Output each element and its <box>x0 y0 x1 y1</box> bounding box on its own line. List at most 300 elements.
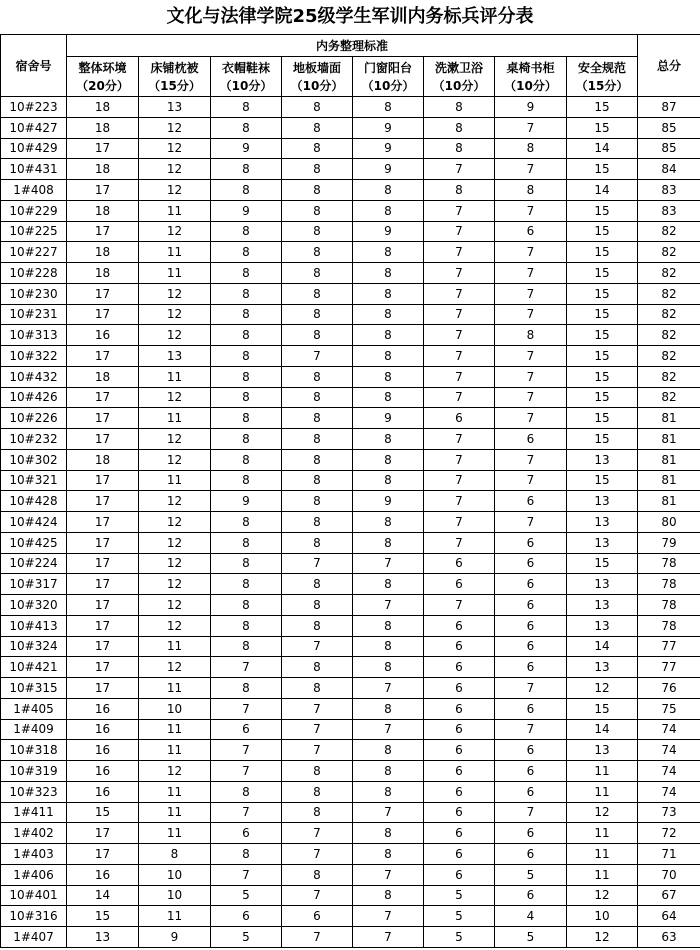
window-score-cell: 8 <box>353 283 424 304</box>
window-score-cell: 8 <box>353 346 424 367</box>
floor-score-cell: 8 <box>282 221 353 242</box>
env-score-cell: 17 <box>67 304 139 325</box>
bed-score-cell: 10 <box>139 698 211 719</box>
safety-score-cell: 11 <box>567 864 638 885</box>
table-row <box>1 180 700 201</box>
criteria-name: 桌椅书柜 <box>506 60 555 75</box>
total-score-cell: 63 <box>638 927 700 948</box>
floor-score-cell: 8 <box>282 512 353 533</box>
bath-score-cell: 5 <box>424 927 495 948</box>
safety-score-cell: 13 <box>567 657 638 678</box>
safety-score-cell: 15 <box>567 429 638 450</box>
env-score-cell: 17 <box>67 470 139 491</box>
total-score-cell: 82 <box>638 242 700 263</box>
total-score-cell: 82 <box>638 366 700 387</box>
table-row <box>1 678 700 699</box>
floor-score-cell: 8 <box>282 781 353 802</box>
criteria-header-2 <box>139 57 211 97</box>
total-score-cell: 82 <box>638 221 700 242</box>
clothing-score-cell: 8 <box>211 636 282 657</box>
dorm-cell: 10#231 <box>1 304 67 325</box>
desk-score-cell: 6 <box>495 636 567 657</box>
total-score-cell: 71 <box>638 844 700 865</box>
floor-score-cell: 7 <box>282 927 353 948</box>
desk-score-cell: 6 <box>495 491 567 512</box>
clothing-score-cell: 8 <box>211 595 282 616</box>
safety-score-cell: 15 <box>567 553 638 574</box>
table-row <box>1 698 700 719</box>
total-score-cell: 81 <box>638 429 700 450</box>
floor-score-cell: 8 <box>282 263 353 284</box>
desk-score-cell: 7 <box>495 512 567 533</box>
total-score-cell: 74 <box>638 781 700 802</box>
env-score-cell: 16 <box>67 740 139 761</box>
window-score-cell: 8 <box>353 242 424 263</box>
criteria-header-4 <box>282 57 353 97</box>
window-score-cell: 7 <box>353 595 424 616</box>
window-score-cell: 8 <box>353 844 424 865</box>
table-row <box>1 138 700 159</box>
env-score-cell: 18 <box>67 263 139 284</box>
bed-score-cell: 12 <box>139 512 211 533</box>
dorm-cell: 10#316 <box>1 906 67 927</box>
window-score-cell: 9 <box>353 159 424 180</box>
env-score-cell: 17 <box>67 429 139 450</box>
table-row <box>1 844 700 865</box>
bath-score-cell: 6 <box>424 761 495 782</box>
desk-score-cell: 6 <box>495 823 567 844</box>
dorm-cell: 10#429 <box>1 138 67 159</box>
clothing-score-cell: 8 <box>211 180 282 201</box>
safety-score-cell: 13 <box>567 740 638 761</box>
env-score-cell: 17 <box>67 615 139 636</box>
window-score-cell: 8 <box>353 180 424 201</box>
table-row <box>1 574 700 595</box>
bath-score-cell: 7 <box>424 159 495 180</box>
clothing-score-cell: 7 <box>211 802 282 823</box>
env-score-cell: 17 <box>67 346 139 367</box>
bed-score-cell: 13 <box>139 346 211 367</box>
bed-score-cell: 11 <box>139 781 211 802</box>
bed-score-cell: 11 <box>139 719 211 740</box>
desk-score-cell: 7 <box>495 117 567 138</box>
clothing-score-cell: 8 <box>211 781 282 802</box>
desk-score-cell: 7 <box>495 263 567 284</box>
desk-score-cell: 7 <box>495 283 567 304</box>
dorm-cell: 10#317 <box>1 574 67 595</box>
criteria-max-score: （10分） <box>219 78 273 93</box>
safety-score-cell: 11 <box>567 823 638 844</box>
window-score-cell: 8 <box>353 304 424 325</box>
criteria-name: 门窗阳台 <box>363 60 412 75</box>
floor-score-cell: 8 <box>282 304 353 325</box>
bath-score-cell: 6 <box>424 844 495 865</box>
safety-score-cell: 14 <box>567 180 638 201</box>
dorm-cell: 10#322 <box>1 346 67 367</box>
bed-score-cell: 10 <box>139 885 211 906</box>
safety-score-cell: 15 <box>567 325 638 346</box>
floor-score-cell: 8 <box>282 325 353 346</box>
desk-score-cell: 7 <box>495 470 567 491</box>
window-score-cell: 8 <box>353 97 424 118</box>
floor-score-cell: 8 <box>282 470 353 491</box>
bed-score-cell: 12 <box>139 574 211 595</box>
floor-score-cell: 8 <box>282 491 353 512</box>
table-row <box>1 906 700 927</box>
floor-score-cell: 8 <box>282 283 353 304</box>
criteria-max-score: （15分） <box>148 78 201 93</box>
total-score-cell: 77 <box>638 657 700 678</box>
table-row <box>1 802 700 823</box>
env-score-cell: 18 <box>67 97 139 118</box>
clothing-score-cell: 8 <box>211 387 282 408</box>
clothing-score-cell: 8 <box>211 283 282 304</box>
criteria-max-score: （10分） <box>504 78 557 93</box>
criteria-header-3 <box>211 57 282 97</box>
dorm-cell: 10#229 <box>1 200 67 221</box>
table-row <box>1 346 700 367</box>
desk-score-cell: 6 <box>495 844 567 865</box>
table-row <box>1 325 700 346</box>
window-score-cell: 8 <box>353 263 424 284</box>
bath-score-cell: 6 <box>424 574 495 595</box>
table-row <box>1 429 700 450</box>
floor-score-cell: 6 <box>282 906 353 927</box>
table-row <box>1 263 700 284</box>
floor-score-cell: 8 <box>282 242 353 263</box>
env-score-cell: 17 <box>67 512 139 533</box>
table-row <box>1 615 700 636</box>
bed-score-cell: 12 <box>139 553 211 574</box>
env-score-cell: 16 <box>67 698 139 719</box>
clothing-score-cell: 6 <box>211 823 282 844</box>
clothing-score-cell: 8 <box>211 844 282 865</box>
bath-score-cell: 5 <box>424 906 495 927</box>
table-row <box>1 781 700 802</box>
desk-score-cell: 7 <box>495 242 567 263</box>
bath-score-cell: 7 <box>424 283 495 304</box>
bath-score-cell: 6 <box>424 657 495 678</box>
safety-score-cell: 13 <box>567 532 638 553</box>
dorm-cell: 10#228 <box>1 263 67 284</box>
criteria-max-score: （10分） <box>290 78 344 93</box>
clothing-score-cell: 8 <box>211 97 282 118</box>
dorm-cell: 10#319 <box>1 761 67 782</box>
dorm-cell: 10#232 <box>1 429 67 450</box>
clothing-score-cell: 8 <box>211 553 282 574</box>
desk-score-cell: 7 <box>495 346 567 367</box>
criteria-name: 地板墙面 <box>292 60 341 75</box>
total-score-cell: 72 <box>638 823 700 844</box>
dorm-cell: 10#223 <box>1 97 67 118</box>
env-score-cell: 17 <box>67 657 139 678</box>
total-score-cell: 70 <box>638 864 700 885</box>
env-score-cell: 16 <box>67 864 139 885</box>
score-table <box>0 34 700 948</box>
bed-score-cell: 12 <box>139 657 211 678</box>
total-score-cell: 73 <box>638 802 700 823</box>
window-score-cell: 7 <box>353 553 424 574</box>
safety-score-cell: 15 <box>567 263 638 284</box>
floor-score-cell: 8 <box>282 200 353 221</box>
dorm-cell: 10#315 <box>1 678 67 699</box>
floor-score-cell: 8 <box>282 180 353 201</box>
env-score-cell: 17 <box>67 823 139 844</box>
bed-score-cell: 11 <box>139 906 211 927</box>
bath-score-cell: 8 <box>424 138 495 159</box>
desk-score-cell: 7 <box>495 159 567 180</box>
total-score-cell: 81 <box>638 449 700 470</box>
clothing-score-cell: 9 <box>211 138 282 159</box>
env-score-cell: 13 <box>67 927 139 948</box>
desk-score-cell: 7 <box>495 802 567 823</box>
floor-score-cell: 8 <box>282 366 353 387</box>
clothing-score-cell: 8 <box>211 678 282 699</box>
safety-score-cell: 11 <box>567 781 638 802</box>
clothing-score-cell: 9 <box>211 200 282 221</box>
bed-score-cell: 11 <box>139 408 211 429</box>
safety-score-cell: 10 <box>567 906 638 927</box>
bath-score-cell: 8 <box>424 117 495 138</box>
safety-score-cell: 12 <box>567 678 638 699</box>
floor-score-cell: 8 <box>282 864 353 885</box>
table-body <box>1 97 700 948</box>
total-score-cell: 78 <box>638 595 700 616</box>
criteria-group-header: 内务整理标准 <box>67 35 638 57</box>
window-score-cell: 8 <box>353 698 424 719</box>
env-score-cell: 18 <box>67 200 139 221</box>
bed-score-cell: 11 <box>139 636 211 657</box>
desk-score-cell: 6 <box>495 740 567 761</box>
window-score-cell: 8 <box>353 366 424 387</box>
total-score-cell: 78 <box>638 553 700 574</box>
window-score-cell: 9 <box>353 221 424 242</box>
env-score-cell: 18 <box>67 242 139 263</box>
total-score-cell: 87 <box>638 97 700 118</box>
bath-score-cell: 7 <box>424 221 495 242</box>
bed-score-cell: 8 <box>139 844 211 865</box>
bed-score-cell: 11 <box>139 740 211 761</box>
floor-score-cell: 7 <box>282 553 353 574</box>
criteria-header-6 <box>424 57 495 97</box>
criteria-header-5 <box>353 57 424 97</box>
env-score-cell: 17 <box>67 574 139 595</box>
total-score-cell: 78 <box>638 615 700 636</box>
bed-score-cell: 12 <box>139 761 211 782</box>
window-score-cell: 7 <box>353 927 424 948</box>
bed-score-cell: 12 <box>139 449 211 470</box>
safety-score-cell: 14 <box>567 138 638 159</box>
safety-score-cell: 14 <box>567 636 638 657</box>
total-score-cell: 64 <box>638 906 700 927</box>
floor-score-cell: 8 <box>282 532 353 553</box>
table-row <box>1 595 700 616</box>
bath-score-cell: 7 <box>424 595 495 616</box>
window-score-cell: 8 <box>353 781 424 802</box>
total-column-header: 总分 <box>638 35 700 97</box>
dorm-cell: 10#427 <box>1 117 67 138</box>
floor-score-cell: 8 <box>282 657 353 678</box>
table-row <box>1 491 700 512</box>
bath-score-cell: 7 <box>424 449 495 470</box>
bed-score-cell: 12 <box>139 532 211 553</box>
criteria-name: 床铺枕被 <box>150 60 199 75</box>
env-score-cell: 17 <box>67 180 139 201</box>
window-score-cell: 8 <box>353 574 424 595</box>
window-score-cell: 8 <box>353 885 424 906</box>
bath-score-cell: 6 <box>424 823 495 844</box>
floor-score-cell: 7 <box>282 885 353 906</box>
env-score-cell: 17 <box>67 844 139 865</box>
dorm-cell: 10#421 <box>1 657 67 678</box>
table-row <box>1 117 700 138</box>
desk-score-cell: 8 <box>495 180 567 201</box>
desk-score-cell: 7 <box>495 719 567 740</box>
clothing-score-cell: 6 <box>211 719 282 740</box>
total-score-cell: 81 <box>638 408 700 429</box>
floor-score-cell: 7 <box>282 823 353 844</box>
bed-score-cell: 12 <box>139 159 211 180</box>
clothing-score-cell: 8 <box>211 242 282 263</box>
desk-score-cell: 7 <box>495 408 567 429</box>
criteria-max-score: （20分） <box>76 78 129 93</box>
bed-score-cell: 11 <box>139 802 211 823</box>
criteria-name: 洗漱卫浴 <box>434 60 483 75</box>
desk-score-cell: 5 <box>495 864 567 885</box>
window-score-cell: 9 <box>353 491 424 512</box>
env-score-cell: 16 <box>67 719 139 740</box>
window-score-cell: 8 <box>353 636 424 657</box>
total-score-cell: 82 <box>638 346 700 367</box>
total-score-cell: 74 <box>638 761 700 782</box>
bath-score-cell: 7 <box>424 304 495 325</box>
dorm-cell: 1#409 <box>1 719 67 740</box>
env-score-cell: 17 <box>67 387 139 408</box>
window-score-cell: 8 <box>353 615 424 636</box>
total-score-cell: 84 <box>638 159 700 180</box>
desk-score-cell: 6 <box>495 574 567 595</box>
bath-score-cell: 7 <box>424 366 495 387</box>
bath-score-cell: 5 <box>424 885 495 906</box>
floor-score-cell: 8 <box>282 408 353 429</box>
bed-score-cell: 12 <box>139 283 211 304</box>
env-score-cell: 14 <box>67 885 139 906</box>
clothing-score-cell: 8 <box>211 532 282 553</box>
table-row <box>1 366 700 387</box>
dorm-cell: 10#426 <box>1 387 67 408</box>
env-score-cell: 17 <box>67 491 139 512</box>
bath-score-cell: 7 <box>424 325 495 346</box>
clothing-score-cell: 7 <box>211 864 282 885</box>
desk-score-cell: 7 <box>495 200 567 221</box>
desk-score-cell: 6 <box>495 615 567 636</box>
clothing-score-cell: 5 <box>211 885 282 906</box>
table-row <box>1 532 700 553</box>
dorm-cell: 1#402 <box>1 823 67 844</box>
safety-score-cell: 12 <box>567 885 638 906</box>
clothing-score-cell: 8 <box>211 615 282 636</box>
desk-score-cell: 6 <box>495 761 567 782</box>
window-score-cell: 7 <box>353 719 424 740</box>
bath-score-cell: 8 <box>424 180 495 201</box>
clothing-score-cell: 7 <box>211 657 282 678</box>
clothing-score-cell: 5 <box>211 927 282 948</box>
window-score-cell: 8 <box>353 387 424 408</box>
safety-score-cell: 13 <box>567 491 638 512</box>
table-row <box>1 159 700 180</box>
floor-score-cell: 8 <box>282 574 353 595</box>
env-score-cell: 17 <box>67 532 139 553</box>
env-score-cell: 16 <box>67 325 139 346</box>
dorm-cell: 1#403 <box>1 844 67 865</box>
clothing-score-cell: 8 <box>211 221 282 242</box>
safety-score-cell: 15 <box>567 304 638 325</box>
bed-score-cell: 12 <box>139 304 211 325</box>
clothing-score-cell: 7 <box>211 698 282 719</box>
criteria-header-7 <box>495 57 567 97</box>
table-header <box>1 35 700 97</box>
desk-score-cell: 8 <box>495 325 567 346</box>
total-score-cell: 82 <box>638 325 700 346</box>
bath-score-cell: 6 <box>424 740 495 761</box>
total-score-cell: 79 <box>638 532 700 553</box>
bed-score-cell: 12 <box>139 138 211 159</box>
dorm-cell: 10#321 <box>1 470 67 491</box>
bed-score-cell: 9 <box>139 927 211 948</box>
bath-score-cell: 6 <box>424 553 495 574</box>
window-score-cell: 7 <box>353 802 424 823</box>
bath-score-cell: 6 <box>424 802 495 823</box>
bed-score-cell: 11 <box>139 200 211 221</box>
dorm-cell: 10#413 <box>1 615 67 636</box>
desk-score-cell: 7 <box>495 304 567 325</box>
floor-score-cell: 8 <box>282 159 353 180</box>
criteria-name: 衣帽鞋袜 <box>221 60 270 75</box>
bath-score-cell: 7 <box>424 242 495 263</box>
window-score-cell: 8 <box>353 823 424 844</box>
bed-score-cell: 10 <box>139 864 211 885</box>
safety-score-cell: 11 <box>567 761 638 782</box>
dorm-cell: 10#230 <box>1 283 67 304</box>
bath-score-cell: 7 <box>424 263 495 284</box>
desk-score-cell: 6 <box>495 595 567 616</box>
bed-score-cell: 13 <box>139 97 211 118</box>
total-score-cell: 74 <box>638 719 700 740</box>
clothing-score-cell: 8 <box>211 449 282 470</box>
desk-score-cell: 6 <box>495 781 567 802</box>
bath-score-cell: 6 <box>424 781 495 802</box>
total-score-cell: 82 <box>638 304 700 325</box>
desk-score-cell: 8 <box>495 138 567 159</box>
total-score-cell: 76 <box>638 678 700 699</box>
floor-score-cell: 7 <box>282 719 353 740</box>
bath-score-cell: 6 <box>424 698 495 719</box>
dorm-cell: 10#318 <box>1 740 67 761</box>
total-score-cell: 81 <box>638 491 700 512</box>
table-row <box>1 636 700 657</box>
floor-score-cell: 8 <box>282 449 353 470</box>
table-row <box>1 283 700 304</box>
bath-score-cell: 7 <box>424 387 495 408</box>
table-row <box>1 387 700 408</box>
window-score-cell: 8 <box>353 429 424 450</box>
window-score-cell: 8 <box>353 740 424 761</box>
table-row <box>1 885 700 906</box>
total-score-cell: 75 <box>638 698 700 719</box>
env-score-cell: 17 <box>67 408 139 429</box>
safety-score-cell: 15 <box>567 221 638 242</box>
criteria-max-score: （10分） <box>361 78 415 93</box>
